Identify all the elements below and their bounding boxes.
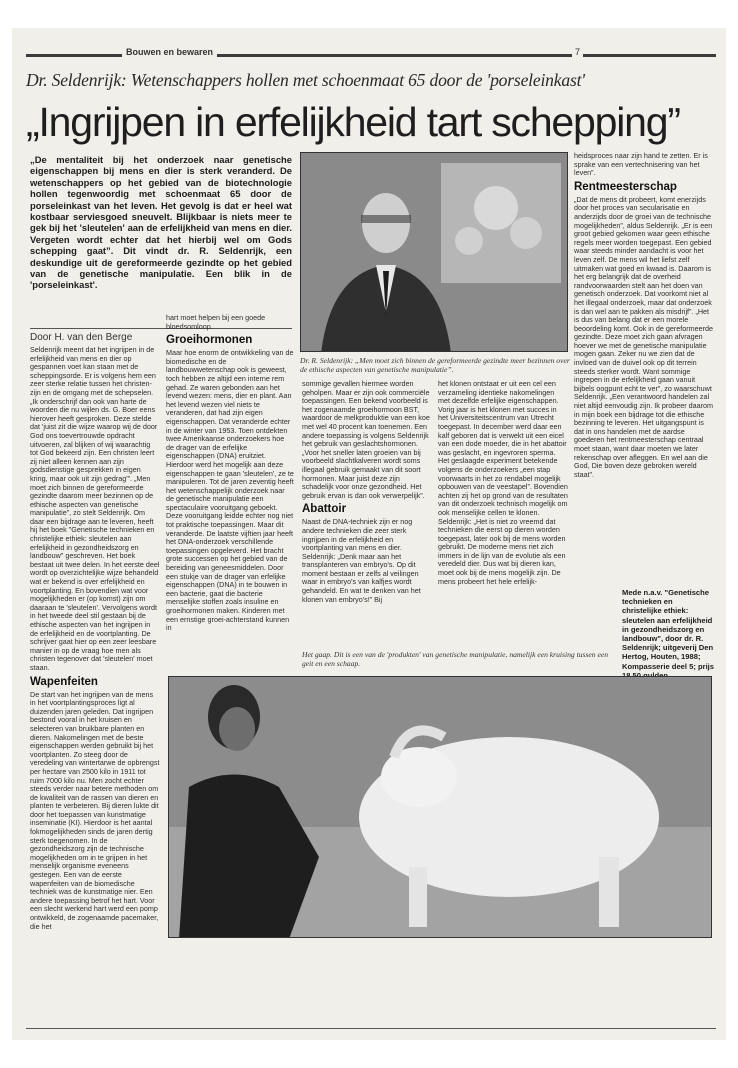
goat-caption: Het gaap. Dit is een van de 'produkten' van genetische manipulatie, namelijk een kruising tussen een geit en een schaap. <box>302 650 609 669</box>
lead-paragraph: „De mentaliteit bij het onderzoek naar genetische eigenschappen bij mens en dier is sterk veranderd. De wetenschappers op het gebied van de biotechnologie hollen tegenwoordig met schoenmaat 65 door de porseleinkast van het leven. Het gevolg is dat er heel wat kostbaar serviesgoed sneuvelt. Blijkbaar is niets meer te gek bij het 'sleutelen' aan de erfelijkheid van mens en dier. Vergeten wordt echter dat het hierbij wel om Gods schepping gaat”. Dit vindt dr. R. Seldenrijk, een deskundige uit de gereformeerde gezindte op het gebied van de genetische manipulatie. Een blik in de 'porseleinkast'. <box>30 154 292 291</box>
subheading-rentmeesterschap: Rentmeesterschap <box>574 180 677 193</box>
headline: „Ingrijpen in erfelijkheid tart schepping” <box>26 99 680 145</box>
kicker: Dr. Seldenrijk: Wetenschappers hollen met schoenmaat 65 door de 'porseleinkast' <box>26 70 585 90</box>
column-3-text: sommige gevallen hiermee worden geholpen. Maar er zijn ook commerciële toepassingen. Een bekend voorbeeld is het zogenaamde groeihormoon BST, waardoor de melkproduktie van een koe met wel 40 procent kan toenemen. Een andere toepassing is volgens Seldenrijk het gebruik van geslachtshormonen. „Voor het sneller laten groeien van bij voorbeeld slachtkalveren wordt soms illegaal gebruik gemaakt van dit soort hormonen. Maar juist deze zijn schadelijk voor onze gezondheid. Het gebruik ervan is dan ook verwerpelijk”. <box>302 380 430 500</box>
portrait-photo <box>300 152 568 352</box>
article-column-3 <box>302 380 432 650</box>
newspaper-page <box>12 28 726 1040</box>
goat-photo <box>168 676 712 938</box>
column-3-text-2: Naast de DNA-techniek zijn er nog andere technieken die zeer sterk ingrijpen in de erfelijkheid en voortplanting van mens en dier. Seldenrijk: „Denk maar aan het transplanteren van embryo's. Op dit moment bestaan er zelfs al veilingen waar in embryo's van kalfjes wordt gehandeld. En wat te denken van het klonen van embryo's!” Bij <box>302 517 421 604</box>
goat-illustration <box>169 677 712 938</box>
subheading-abattoir: Abattoir <box>302 503 347 516</box>
column-4-text: het klonen ontstaat er uit een cel een verzameling identieke nakomelingen met dezelfde erfelijke eigenschappen. Vorig jaar is het klonen met succes in het Universiteitscentrum van Utrecht toegepast. In december werd daar een kalf geboren dat is verwekt uit een eicel van een dode moeder, die in het abattoir was geslacht, en ingevroren sperma. Het geslaagde experiment betekende volgens de onderzoekers „een stap voorwaarts in het zo rendabel mogelijk opbouwen van de veestapel”. Bovendien achten zij het op grond van de resultaten van dit onderzoek technisch mogelijk om ook menselijke cellen te klonen. Seldenrijk: „Het is niet zo vreemd dat technieken die eerst op dieren worden toegepast, later ook bij de mens worden gebruikt. De moderne mens riet zich immers in de lijn van de evolutie als een veredeld dier. Dus wat bij dieren kan, moet ook bij de mens mogelijk zijn. De mens probeert het hele erfelijk- <box>438 380 568 586</box>
section-label: Bouwen en bewaren <box>122 47 217 57</box>
portrait-caption: Dr. R. Seldenrijk: „Men moet zich binnen de gereformeerde gezindte meer bezinnen over de ethische aspecten van genetische manipulatie”. <box>300 356 570 375</box>
portrait-illustration <box>301 153 568 352</box>
column-1-text-2: De start van het ingrijpen van de mens in het voortplantingsproces ligt al duizenden jaren geleden. Dat ingrijpen bestond vooral in het kruisen en selecteren van bruikbare planten en dieren. Nakomelingen met de beste eigenschappen werden gebruikt bij het voortplanten. Zo steeg door de veredeling van wintertarwe de opbrengst per hectare van 2500 kilo in 1911 tot ruim 7000 kilo nu. Men zocht echter steeds verder naar betere methoden om de kwaliteit van de rassen van dieren en planten te verbeteren. Bij dieren lukte dit door het toepassen van kunstmatige inseminatie (KI). Hierdoor is het aantal fokmogelijkheden sinds de jaren dertig sterk toegenomen. In de gezondheidszorg zijn de technische mogelijkheden om in te grijpen in het menselijk organisme eveneens gestegen. Een van de eerste wapenfeiten van de biomedische techniek was de kunstmatige nier. Een andere toepassing betrof het hart. Voor een slecht werkend hart werd een pomp ontwikkeld, de zogenaamde pacemaker, die het <box>30 689 160 931</box>
column-5-text: heidsproces naar zijn hand te zetten. Er is sprake van een vertechnisering van het leven”. <box>574 152 708 178</box>
article-column-5 <box>574 152 714 584</box>
byline: Door H. van den Berge <box>30 332 133 343</box>
article-column-4 <box>438 380 568 642</box>
bottom-rule <box>26 1028 716 1029</box>
subheading-groeihormonen: Groeihormonen <box>166 334 253 347</box>
column-1-text: Seldenrijk meent dat het ingrijpen in de erfelijkheid van mens en dier op gespannen voet kan staan met de scheppingsorde. Er is volgens hem een zeer sterke relatie tussen het christen-zijn en de omgang met de schepselen. „Ik onderschrijf dan ook van harte de woorden die nu wijlen ds. G. Boer eens hierover heeft gesproken. Deze stelde dat 'juist zit die wijze waarop wij de door God ons toevertrouwde opdracht uitvoeren, zal blijken of wij waarachtig tot God bekeerd zijn. Een christen leert zij niet alleen kennen aan zijn godsdienstige gesprekken in eigen kring, maar ook uit zijn gedrag'”. „Men moet zich binnen de gereformeerde gezindte daarom meer bezinnen op de ethische aspecten van genetische manipulatie”, zo stelt Seldenrijk. Om daar een bijdrage aan te leveren, heeft hij het boek "Genetische technieken en christelijke ethiek: sleutelen aan erfelijkheid in gezondheidszorg en landbouw" geschreven. Het boek bestaat uit twee delen. In het eerste deel wordt op overzichtelijke wijze behandeld wat er bekend is over erfelijkheid en voortplanting. En bovendien wat voor mogelijkheden er (op komst) zijn om daaraan te 'sleutelen'. Vervolgens wordt in het tweede deel stil gestaan bij de ethische aspecten van het ingrijpen in de erfelijkheid en de voortplanting. De schrijver gaat hier op een zeer leesbare manier in op de vraag hoe men als christen tegenover dat 'sleutelen' moet staan. <box>30 346 160 672</box>
article-column-2 <box>166 314 294 672</box>
page-number: 7 <box>572 47 583 57</box>
book-reference: Mede n.a.v. "Genetische technieken en christelijke ethiek: sleutelen aan erfelijkheid in gezondheidszorg en landbouw", door dr. R. Seldenrijk; uitgeverij Den Hertog, Houten, 1988; Kompasserie deel 5; prijs <box>622 588 715 671</box>
subheading-wapenfeiten: Wapenfeiten <box>30 675 98 688</box>
column-2-text-2: Maar hoe enorm de ontwikkeling van de biomedische en de landbouwwetenschap ook is geweest, toch hebben ze altijd een interne rem gehad. Ze waren gebonden aan het levend wezen: mens, dier en plant. Aan het levend wezen viel niets te veranderen, dat had zijn eigen eigenschappen. Dat veranderde echter in de winter van 1953. Toen ontdekten twee Amerikaanse onderzoekers hoe de drager van de erfelijke eigenschappen (DNA) eruitziet. Hierdoor werd het mogelijk aan deze eigenschappen te gaan 'sleutelen', ze te manipuleren. Tot de jaren zeventig heeft het wetenschappelijk onderzoek naar de genetische manipulatie een spectaculaire vooruitgang geboekt. Deze vooruitgang leidde echter nog niet tot praktische toepassingen. Maar dit veranderde. De laatste vijftien jaar heeft het DNA-onderzoek verschillende toepassingen opgeleverd. Het bracht grote successen op het gebied van de bereiding van geneesmiddelen. Door een stukje van de drager van erfelijke eigenschappen (DNA) in te bouwen in een bacterie, gaat die bacterie menselijke stoffen zoals insuline en groeihormonen maken. Kinderen met een ernstige groei-achterstand kunnen in <box>166 348 294 633</box>
article-column-1 <box>30 346 160 1036</box>
column-5-text-2: „Dat de mens dit probeert, komt enerzijds door het proces van secularisatie en anderzijds door de groei van de technische mogelijkheden”, aldus Seldenrijk. „Er is een groot gebied gekomen waar geen ethische regels meer worden toegepast. Een gebied waar steeds minder aandacht is voor het leven zelf. De mens wil het liefst zelf uitmaken wat goed en kwaad is. Daarom is het erg belangrijk dat de overheid randvoorwaarden stelt aan het doen van genetisch onderzoek. Dat voorkomt niet al het illegaal onderzoek, maar dat onderzoek is dan wel aan te pakken als misdrijf”. „Het is dus van belang dat er een morele beoordeling komt. Ook in de gereformeerde gezindte. Deze moet zich gaan afvragen hoever we met de genetische manipulatie mogen gaan. Zeker nu we zien dat de invloed van de duivel ook op dit terrein steeds sterker wordt. Want sommige ingrepen in de erfelijkheid gaan vanuit bijbels oogpunt echt te ver”, zo waarschuwt Seldenrijk. „Een verantwoord handelen zal niet altijd eenvoudig zijn. Ik probeer daarom in mijn boek een bijdrage tot die ethische bezinning te leveren. Het uitgangspunt is dat in ons handelen met de aardse goederen het rentmeesterschap centraal moet staan, want daar moeten we later rekenschap over afleggen. En wel aan die God, Die boven deze gebroken wereld staat”. <box>574 194 714 479</box>
column-2-text: hart moet helpen bij een goede bloedsomloop. <box>166 314 266 331</box>
